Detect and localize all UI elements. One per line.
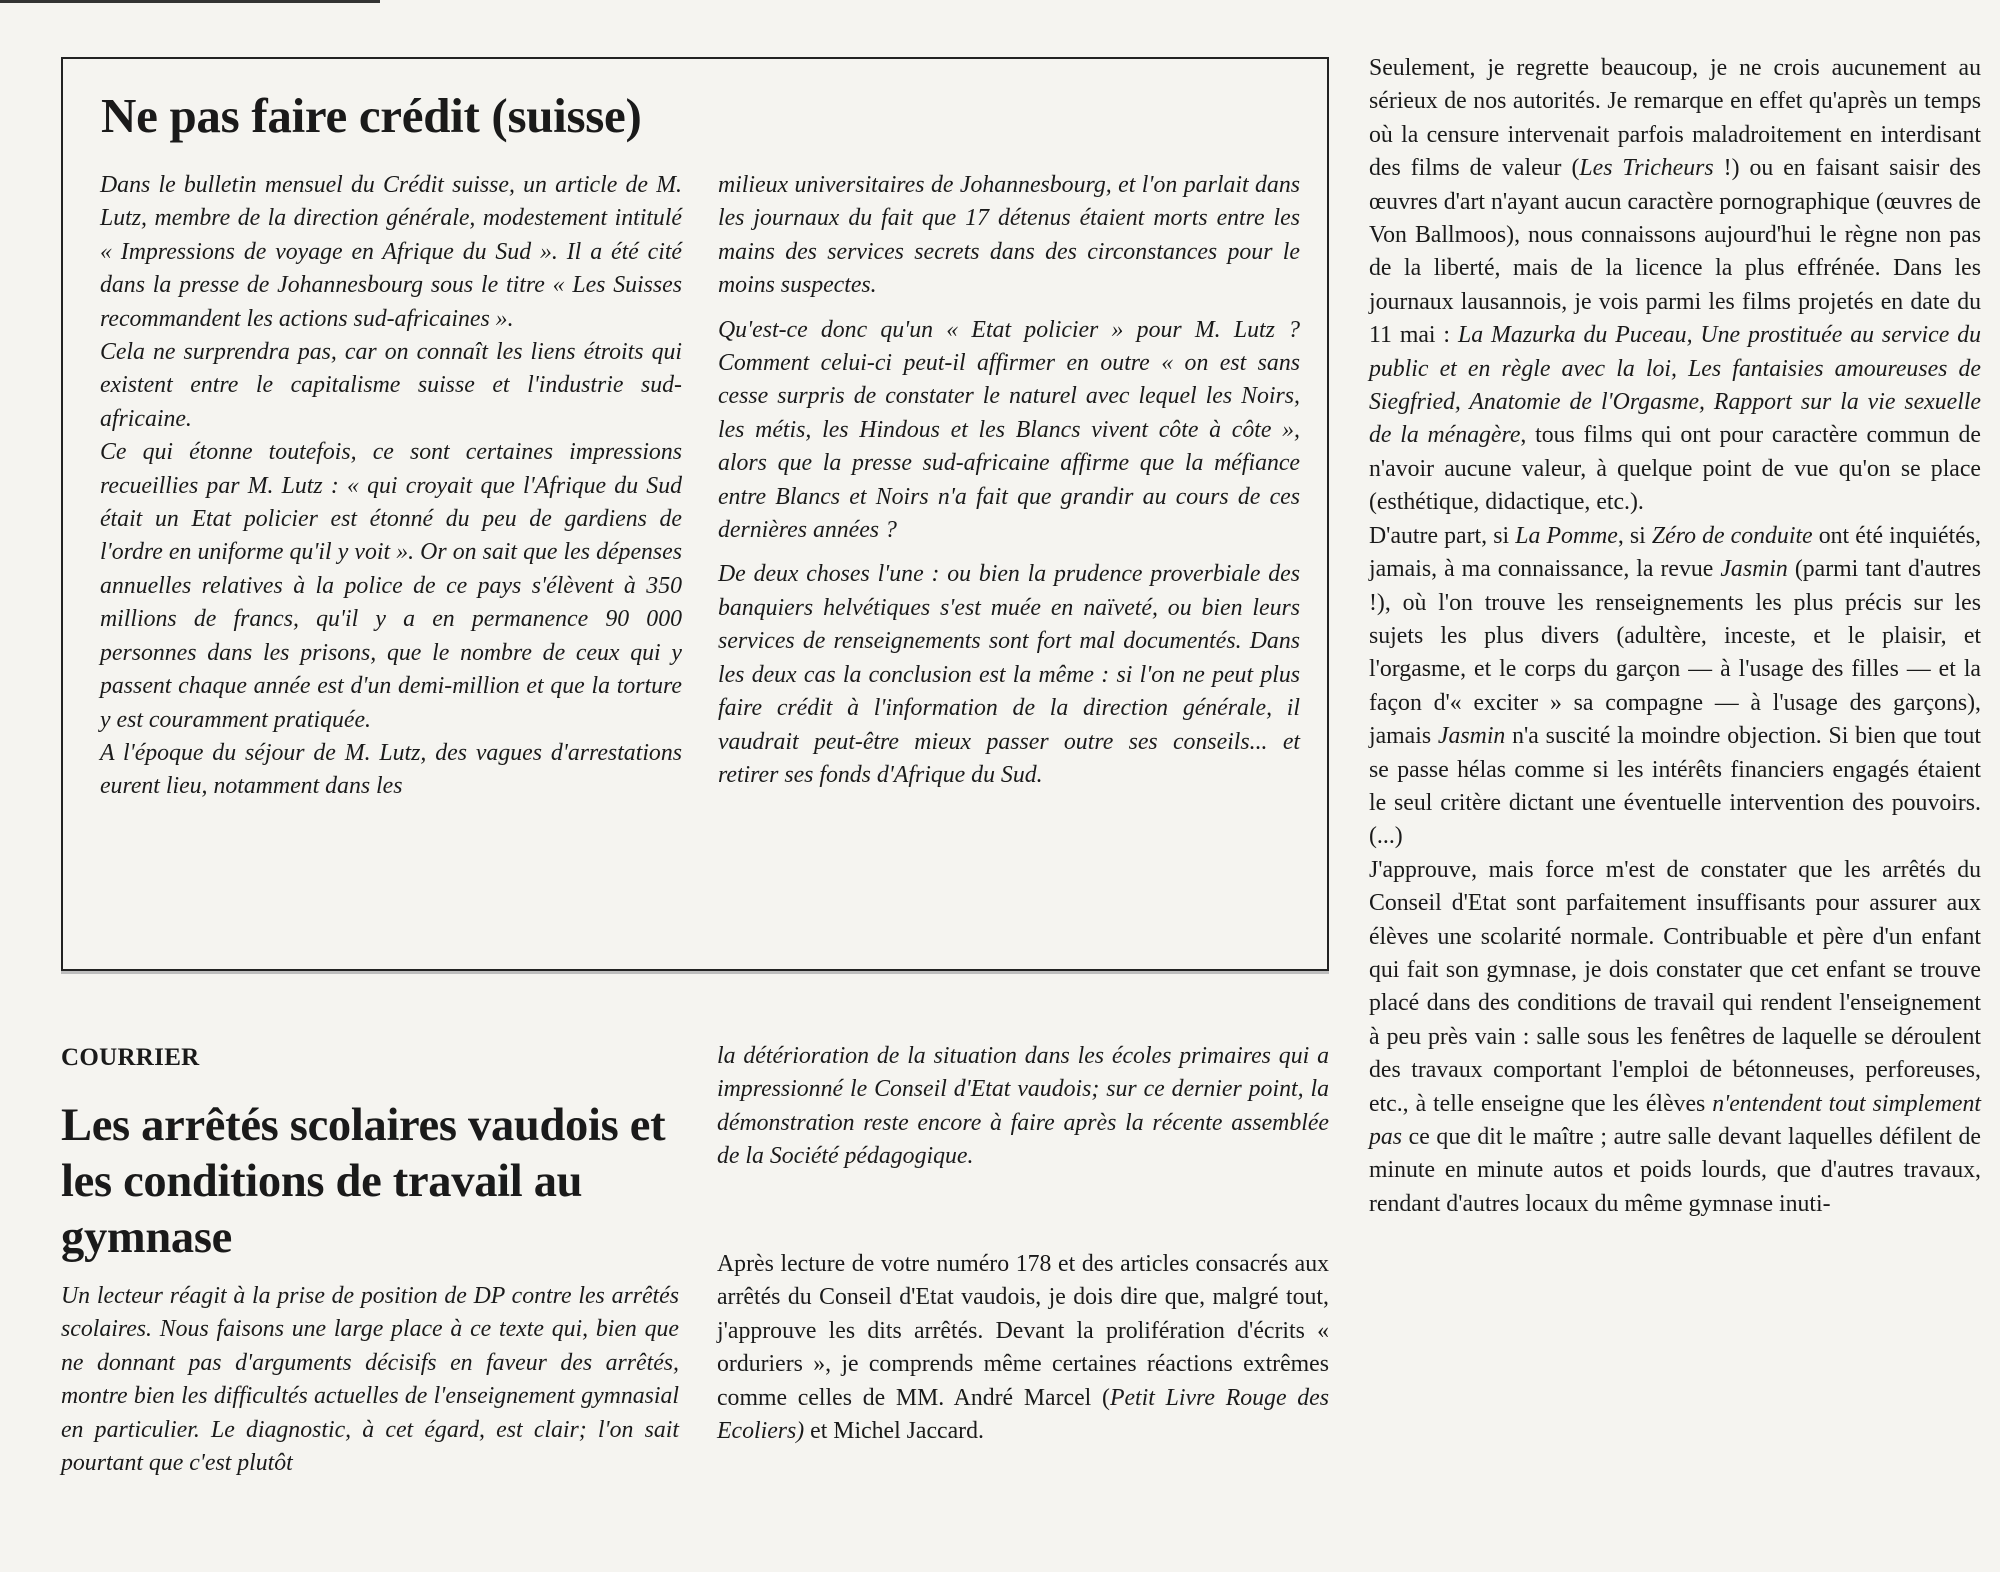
box-paragraph: Qu'est-ce donc qu'un « Etat policier » pour M. Lutz ? Comment celui-ci peut-il affirmer en outre « on est sans cesse surpris de constater le naturel avec lequel les Noirs, les métis, les Hindous et les Blancs vivent côte à côte », alors que la presse sud-africaine affirme que la méfiance entre Blancs et Noirs n'a fait que grandir au cours de ces dernières années ? xyxy=(718,316,1300,544)
letter-paragraph: D'autre part, si La Pomme, si Zéro de conduite ont été inquiétés, jamais, à ma connaissance, la revue Jasmin (parmi tant d'autres !), où l'on trouve les renseignements les plus précis sur les sujets les plus divers (adultère, inceste, et le plaisir, et l'orgasme, et le corps du garçon — à l'usage des filles — et la façon d'« exciter » sa compagne — à l'usage des garçons), jamais Jasmin n'a suscité la moindre objection. Si bien que tout se passe hélas comme si les intérêts financiers engagés étaient le seul critère dictant une éventuelle intervention des pouvoirs. (...) xyxy=(1369,522,1982,850)
box-paragraph: Cela ne surprendra pas, car on connaît les liens étroits qui existent entre le capitalisme suisse et l'industrie sud-africaine. xyxy=(100,339,682,432)
intro-paragraph-continued: la détérioration de la situation dans les écoles primaires qui a impressionné le Conseil d'Etat vaudois; sur ce dernier point, la démonstration reste encore à faire après la récente assemblée de la Société pédagogique. xyxy=(717,1043,1329,1170)
film-title: Les Tricheurs xyxy=(1579,155,1714,182)
letter-article-title: Les arrêtés scolaires vaudois et les conditions de travail au gymnase xyxy=(61,1100,666,1263)
letter-paragraph: Seulement, je regrette beaucoup, je ne crois aucunement au sérieux de nos autorités. Je remarque en effet qu'après un temps où la censure intervenait parfois maladroitement en interdisant des films de valeur (Les Tricheurs !) ou en faisant saisir des œuvres d'art n'ayant aucun caractère pornographique (œuvres de Von Ballmoos), nous connaissons aujourd'hui le règne non pas de la liberté, mais de la licence la plus effrénée. Dans les journaux lausannois, je vois parmi les films projetés en date du 11 mai : La Mazurka du Puceau, Une prostituée au service du public et en règle avec la loi, Les fantaisies amoureuses de Siegfried, Anatomie de l'Orgasme, Rapport sur la vie sexuelle de la ménagère, tous films qui ont pour caractère commun de n'avoir aucune valeur, à quelque point de vue qu'on se place (esthétique, didactique, etc.). xyxy=(1369,55,1982,516)
box-paragraph: Dans le bulletin mensuel du Crédit suisse, un article de M. Lutz, membre de la direction générale, modestement intitulé « Impressions de voyage en Afrique du Sud ». Il a été cité dans la presse de Johannesbourg sous le titre « Les Suisses recommandent les actions sud-africaines ». xyxy=(100,172,682,332)
book-title: Petit Livre Rouge des Ecoliers) xyxy=(717,1384,1329,1445)
letter-column-1 xyxy=(717,1248,1329,1448)
box-article-title: Ne pas faire crédit (suisse) xyxy=(101,88,642,143)
intro-column-2 xyxy=(717,1040,1329,1174)
letter-paragraph: J'approuve, mais force m'est de constater que les arrêtés du Conseil d'Etat sont parfaitement insuffisants pour assurer aux élèves une scolarité normale. Contribuable et père d'un enfant qui fait son gymnase, je dois constater que cet enfant se trouve placé dans des conditions de travail qui rendent l'enseignement à peu près vain : salle sous les fenêtres de laquelle se déroulent des travaux comportant l'emploi de bétonneuses, perforeuses, etc., à telle enseigne que les élèves n'entendent tout simplement pas ce que dit le maître ; autre salle devant laquelles défilent de minute en minute autos et poids lourds, que d'autres travaux, rendant d'autres locaux du même gymnase inuti- xyxy=(1369,856,1981,1217)
letter-column-2 xyxy=(1369,52,1981,1221)
intro-column-1 xyxy=(61,1280,679,1480)
magazine-title: La Pomme xyxy=(1515,522,1618,549)
emphasis: n'entendent tout simplement pas xyxy=(1369,1090,1981,1150)
top-rule xyxy=(0,0,380,3)
section-kicker: COURRIER xyxy=(61,1044,200,1071)
letter-paragraph: Après lecture de votre numéro 178 et des articles consacrés aux arrêtés du Conseil d'Etat vaudois, je dois dire que, malgré tout, j'approuve les dits arrêtés. Devant la prolifération d'écrits « orduriers », je comprends même certaines réactions extrêmes comme celles de MM. André Marcel (Petit Livre Rouge des Ecoliers) et Michel Jaccard. xyxy=(717,1251,1329,1445)
box-paragraph: De deux choses l'une : ou bien la prudence proverbiale des banquiers helvétiques s'est muée en naïveté, ou bien leurs services de renseignements sont fort mal documentés. Dans les deux cas la conclusion est la même : si l'on ne peut plus faire crédit à l'information de la direction générale, il vaudrait peut-être mieux passer outre ses conseils... et retirer ses fonds d'Afrique du Sud. xyxy=(718,561,1300,788)
box-paragraph: milieux universitaires de Johannesbourg, et l'on parlait dans les journaux du fait que 17 détenus étaient morts entre les mains des services secrets dans des circonstances pour le moins suspectes. xyxy=(718,172,1300,299)
magazine-title: Jasmin xyxy=(1720,556,1788,583)
magazine-title: Jasmin xyxy=(1437,723,1506,750)
box-article-column-2 xyxy=(718,169,1300,792)
intro-paragraph: Un lecteur réagit à la prise de position de DP contre les arrêtés scolaires. Nous faisons une large place à ce texte qui, bien que ne donnant pas d'arguments décisifs en faveur des arrêtés, montre bien les difficultés actuelles de l'enseignement gymnasial en particulier. Le diagnostic, à cet égard, est clair; l'on sait pourtant que c'est plutôt xyxy=(61,1283,679,1477)
box-paragraph: Ce qui étonne toutefois, ce sont certaines impressions recueillies par M. Lutz : « qui croyait que l'Afrique du Sud était un Etat policier est étonné du peu de gardiens de l'ordre en uniforme qu'il y voit ». Or on sait que les dépenses annuelles relatives à la police de ce pays s'élèvent à 350 millions de francs, qu'il y a en permanence 90 000 personnes dans les prisons, que le nombre de ceux qui y passent chaque année est d'un demi-million et que la torture y est couramment pratiquée. xyxy=(100,439,682,733)
box-article-column-1 xyxy=(100,169,682,804)
film-titles-list: La Mazurka du Puceau, Une prostituée au service du public et en règle avec la loi, Les fantaisies amoureuses de Siegfried, Anatomie de l'Orgasme, Rapport sur la vie sexuelle de la ménagère xyxy=(1369,322,1981,449)
boxed-article xyxy=(61,57,1329,971)
box-paragraph: A l'époque du séjour de M. Lutz, des vagues d'arrestations eurent lieu, notamment dans les xyxy=(100,739,682,800)
film-title: Zéro de conduite xyxy=(1651,522,1813,549)
